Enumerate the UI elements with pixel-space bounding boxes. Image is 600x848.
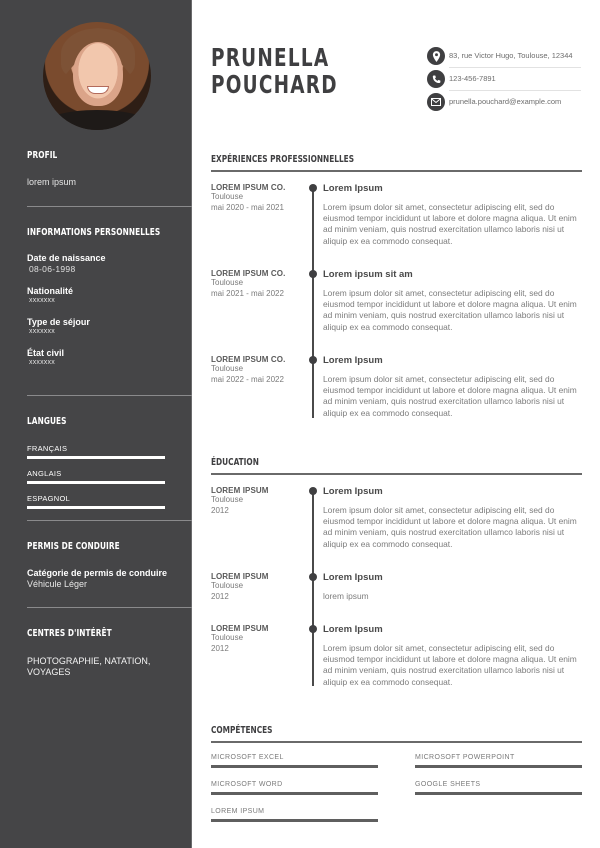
entry-dates: 2012: [211, 643, 229, 653]
timeline-dot: [309, 270, 317, 278]
entry-role: Lorem Ipsum: [323, 355, 383, 366]
entry-meta: [211, 572, 306, 602]
entry-content: [323, 572, 582, 602]
experience-timeline: [312, 188, 314, 418]
last-name: POUCHARD: [211, 70, 338, 99]
location-pin-icon: [427, 47, 445, 65]
interests-title: CENTRES D'INTÉRÊT: [27, 628, 112, 639]
entry-content: [323, 486, 582, 550]
skill-label: LOREM IPSUM: [211, 808, 265, 815]
license-value: Véhicule Léger: [27, 579, 88, 589]
contact-email: [427, 91, 581, 114]
contact-phone: [427, 68, 581, 91]
sidebar-divider: [27, 206, 192, 207]
entry-content: [323, 355, 582, 419]
info-value: 08-06-1998: [29, 264, 76, 274]
entry-dates: mai 2021 - mai 2022: [211, 288, 284, 298]
interests-line-2: VOYAGES: [27, 667, 71, 677]
info-item-residence-type: [27, 317, 177, 335]
skill-item: [415, 781, 582, 795]
education-rule: [211, 473, 582, 475]
entry-dates: 2012: [211, 505, 229, 515]
entry-meta: [211, 269, 306, 299]
contact-address: [427, 45, 581, 68]
skill-item: [211, 808, 378, 822]
entry-dates: mai 2022 - mai 2022: [211, 374, 284, 384]
sidebar-divider: [27, 395, 192, 396]
profile-photo: [43, 22, 151, 130]
language-item: [27, 469, 177, 484]
skills-rule: [211, 741, 582, 743]
education-title: ÉDUCATION: [211, 457, 259, 468]
info-label: Nationalité: [27, 286, 74, 296]
entry-meta: [211, 355, 306, 385]
entry-description: Lorem ipsum dolor sit amet, consectetur adipiscing elit, sed do eiusmod tempor incididunt ut labore et dolore magna aliqua. Ut enim ad minim veniam, quis nostrud exercitation ullamco laboris nisi ut aliquip ex ea commodo consequat.: [323, 505, 577, 549]
license-title: PERMIS DE CONDUIRE: [27, 541, 120, 552]
languages-section: [27, 416, 177, 509]
skill-level-bar: [211, 792, 378, 795]
skill-item: [211, 781, 378, 795]
language-item: [27, 494, 177, 509]
skill-level-bar: [211, 819, 378, 822]
info-value: xxxxxxx: [29, 297, 55, 304]
skill-label: MICROSOFT POWERPOINT: [415, 754, 515, 761]
experience-rule: [211, 170, 582, 172]
info-label: Date de naissance: [27, 253, 106, 263]
language-item: [27, 444, 177, 459]
entry-org: LOREM IPSUM CO.: [211, 355, 286, 364]
license-label: Catégorie de permis de conduire: [27, 568, 168, 578]
entry-org: LOREM IPSUM: [211, 624, 269, 633]
entry-role: Lorem ipsum sit am: [323, 269, 413, 280]
timeline-dot: [309, 573, 317, 581]
entry-role: Lorem Ipsum: [323, 183, 383, 194]
entry-city: Toulouse: [211, 581, 244, 590]
timeline-dot: [309, 487, 317, 495]
language-label: ESPAGNOL: [27, 494, 71, 503]
info-value: xxxxxxx: [29, 328, 55, 335]
entry-org: LOREM IPSUM CO.: [211, 183, 286, 192]
license-section: [27, 541, 177, 589]
skill-item: [211, 754, 378, 768]
language-level-bar: [27, 456, 165, 459]
skill-label: MICROSOFT WORD: [211, 781, 283, 788]
language-level-bar: [27, 506, 165, 509]
entry-description: lorem ipsum: [323, 591, 369, 601]
info-value: xxxxxxx: [29, 359, 55, 366]
entry-city: Toulouse: [211, 278, 244, 287]
entry-description: Lorem ipsum dolor sit amet, consectetur adipiscing elit, sed do eiusmod tempor incididunt ut labore et dolore magna aliqua. Ut enim ad minim veniam, quis nostrud exercitation ullamco laboris nisi ut aliquip ex ea commodo consequat.: [323, 288, 577, 332]
photo-shoulders: [43, 110, 151, 130]
contact-block: [427, 45, 581, 114]
sidebar: [0, 0, 192, 848]
profil-text: lorem ipsum: [27, 177, 77, 187]
skill-level-bar: [415, 792, 582, 795]
address-text: 83, rue Victor Hugo, Toulouse, 12344: [449, 51, 573, 60]
interests-section: [27, 628, 177, 677]
profil-title: PROFIL: [27, 150, 58, 161]
envelope-icon: [427, 93, 445, 111]
sidebar-divider: [27, 607, 192, 608]
languages-title: LANGUES: [27, 416, 67, 427]
entry-dates: 2012: [211, 591, 229, 601]
entry-city: Toulouse: [211, 495, 244, 504]
entry-city: Toulouse: [211, 633, 244, 642]
skill-label: GOOGLE SHEETS: [415, 781, 481, 788]
info-item-birthdate: [27, 253, 177, 274]
entry-meta: [211, 183, 306, 213]
timeline-dot: [309, 356, 317, 364]
profil-section: [27, 150, 177, 187]
full-name: [211, 44, 338, 98]
entry-role: Lorem Ipsum: [323, 624, 383, 635]
entry-content: [323, 269, 582, 333]
entry-org: LOREM IPSUM: [211, 572, 269, 581]
info-item-civil-status: [27, 348, 177, 366]
entry-content: [323, 624, 582, 688]
entry-org: LOREM IPSUM CO.: [211, 269, 286, 278]
sidebar-divider: [27, 520, 192, 521]
experience-title: EXPÉRIENCES PROFESSIONNELLES: [211, 154, 355, 165]
skill-item: [415, 754, 582, 768]
language-label: FRANÇAIS: [27, 444, 68, 453]
interests-line-1: PHOTOGRAPHIE, NATATION,: [27, 656, 151, 666]
entry-city: Toulouse: [211, 364, 244, 373]
entry-description: Lorem ipsum dolor sit amet, consectetur adipiscing elit, sed do eiusmod tempor incididunt ut labore et dolore magna aliqua. Ut enim ad minim veniam, quis nostrud exercitation ullamco laboris nisi ut aliquip ex ea commodo consequat.: [323, 202, 577, 246]
personal-info-title: INFORMATIONS PERSONNELLES: [27, 227, 161, 238]
entry-description: Lorem ipsum dolor sit amet, consectetur adipiscing elit, sed do eiusmod tempor incididunt ut labore et dolore magna aliqua. Ut enim ad minim veniam, quis nostrud exercitation ullamco laboris nisi ut aliquip ex ea commodo consequat.: [323, 374, 577, 418]
language-level-bar: [27, 481, 165, 484]
entry-org: LOREM IPSUM: [211, 486, 269, 495]
entry-role: Lorem Ipsum: [323, 486, 383, 497]
photo-face: [73, 42, 123, 106]
entry-dates: mai 2020 - mai 2021: [211, 202, 284, 212]
skill-label: MICROSOFT EXCEL: [211, 754, 284, 761]
skill-level-bar: [415, 765, 582, 768]
timeline-dot: [309, 625, 317, 633]
entry-role: Lorem Ipsum: [323, 572, 383, 583]
education-timeline: [312, 491, 314, 686]
skills-title: COMPÉTENCES: [211, 725, 273, 736]
skill-level-bar: [211, 765, 378, 768]
info-label: État civil: [27, 348, 65, 358]
language-label: ANGLAIS: [27, 469, 62, 478]
entry-meta: [211, 486, 306, 516]
entry-meta: [211, 624, 306, 654]
entry-description: Lorem ipsum dolor sit amet, consectetur adipiscing elit, sed do eiusmod tempor incididunt ut labore et dolore magna aliqua. Ut enim ad minim veniam, quis nostrud exercitation ullamco laboris nisi ut aliquip ex ea commodo consequat.: [323, 643, 577, 687]
timeline-dot: [309, 184, 317, 192]
phone-icon: [427, 70, 445, 88]
entry-content: [323, 183, 582, 247]
info-item-nationality: [27, 286, 177, 304]
personal-info-section: [27, 227, 177, 366]
info-label: Type de séjour: [27, 317, 90, 327]
email-text[interactable]: prunella.pouchard@example.com: [449, 97, 562, 106]
entry-city: Toulouse: [211, 192, 244, 201]
first-name: PRUNELLA: [211, 43, 330, 72]
phone-text[interactable]: 123-456-7891: [449, 74, 496, 83]
